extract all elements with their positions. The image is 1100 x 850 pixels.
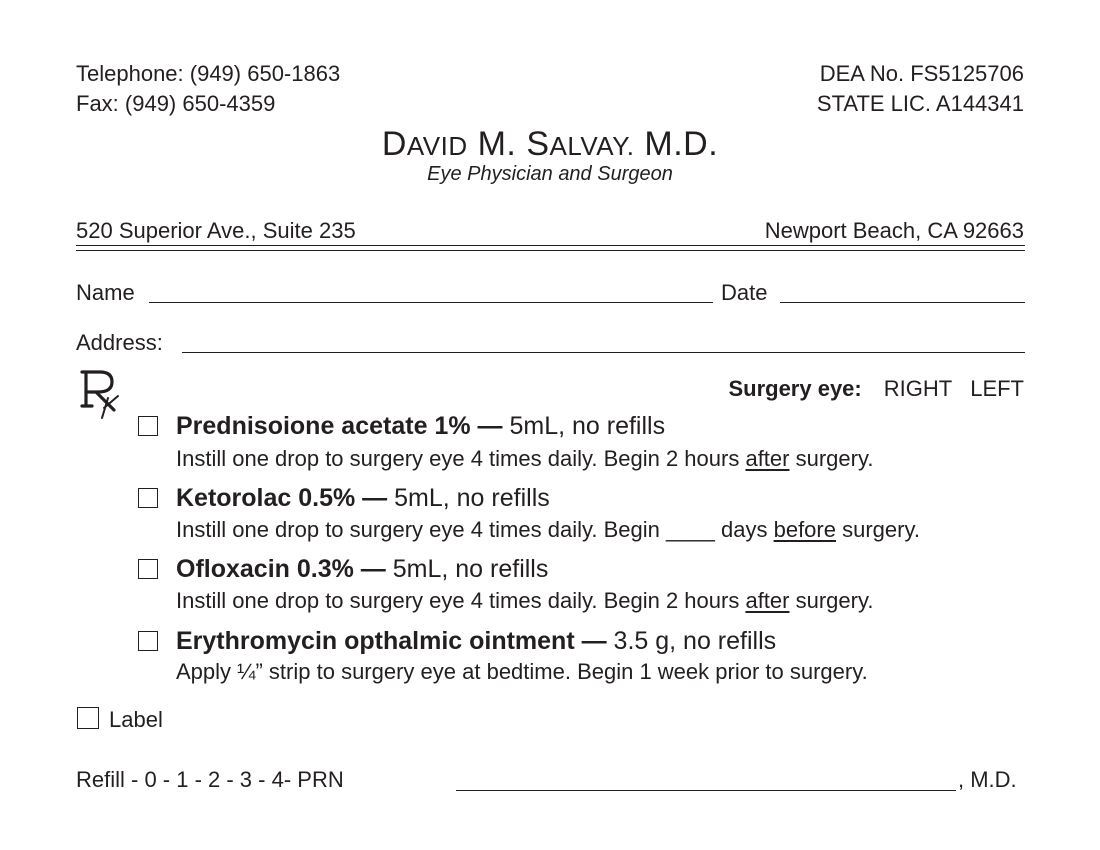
med-checkbox-ketorolac[interactable] xyxy=(138,488,158,508)
med-instructions-prednisolone: Instill one drop to surgery eye 4 times daily. Begin 2 hours after surgery. xyxy=(176,446,874,471)
med-instructions-erythromycin: Apply ¼” strip to surgery eye at bedtime. Begin 1 week prior to surgery. xyxy=(176,659,868,684)
specialty: Eye Physician and Surgeon xyxy=(427,163,673,185)
label-text: Label xyxy=(109,707,163,732)
street-address: 520 Superior Ave., Suite 235 xyxy=(76,218,356,243)
fax: Fax: (949) 650-4359 xyxy=(76,91,276,116)
city-state-zip: Newport Beach, CA 92663 xyxy=(764,218,1024,243)
rx-icon xyxy=(78,368,124,420)
address-field[interactable] xyxy=(182,352,1025,353)
med-checkbox-ofloxacin[interactable] xyxy=(138,559,158,579)
doctor-name: DAVID M. SALVAY. M.D. xyxy=(381,125,719,163)
surgery-eye xyxy=(728,376,1024,402)
med-title-prednisolone: Prednisoione acetate 1% — 5mL, no refills xyxy=(176,412,666,440)
surgery-eye-left[interactable]: LEFT xyxy=(970,376,1024,401)
divider-top xyxy=(76,245,1025,246)
surgery-eye-label: Surgery eye: xyxy=(728,376,862,401)
state-license: STATE LIC. A144341 xyxy=(816,91,1024,116)
address-label: Address: xyxy=(76,330,163,355)
name-field[interactable] xyxy=(149,302,713,303)
refill-options: Refill - 0 - 1 - 2 - 3 - 4- PRN xyxy=(76,767,344,792)
signature-field[interactable] xyxy=(456,790,956,791)
med-checkbox-erythromycin[interactable] xyxy=(138,631,158,651)
md-suffix: , M.D. xyxy=(958,767,1017,792)
surgery-eye-right[interactable]: RIGHT xyxy=(883,376,953,401)
med-title-ofloxacin: Ofloxacin 0.3% — 5mL, no refills xyxy=(176,555,549,583)
label-checkbox[interactable] xyxy=(77,707,99,729)
date-label: Date xyxy=(721,280,768,305)
date-field[interactable] xyxy=(780,302,1025,303)
med-checkbox-prednisolone[interactable] xyxy=(138,416,158,436)
name-label: Name xyxy=(76,280,135,305)
dea-number: DEA No. FS5125706 xyxy=(819,61,1024,86)
med-instructions-ofloxacin: Instill one drop to surgery eye 4 times daily. Begin 2 hours after surgery. xyxy=(176,588,874,613)
med-instructions-ketorolac: Instill one drop to surgery eye 4 times daily. Begin ____ days before surgery. xyxy=(176,517,920,542)
divider-bottom xyxy=(76,250,1025,251)
med-title-erythromycin: Erythromycin opthalmic ointment — 3.5 g, no refills xyxy=(176,627,777,655)
med-title-ketorolac: Ketorolac 0.5% — 5mL, no refills xyxy=(176,484,550,512)
telephone: Telephone: (949) 650-1863 xyxy=(76,61,341,86)
